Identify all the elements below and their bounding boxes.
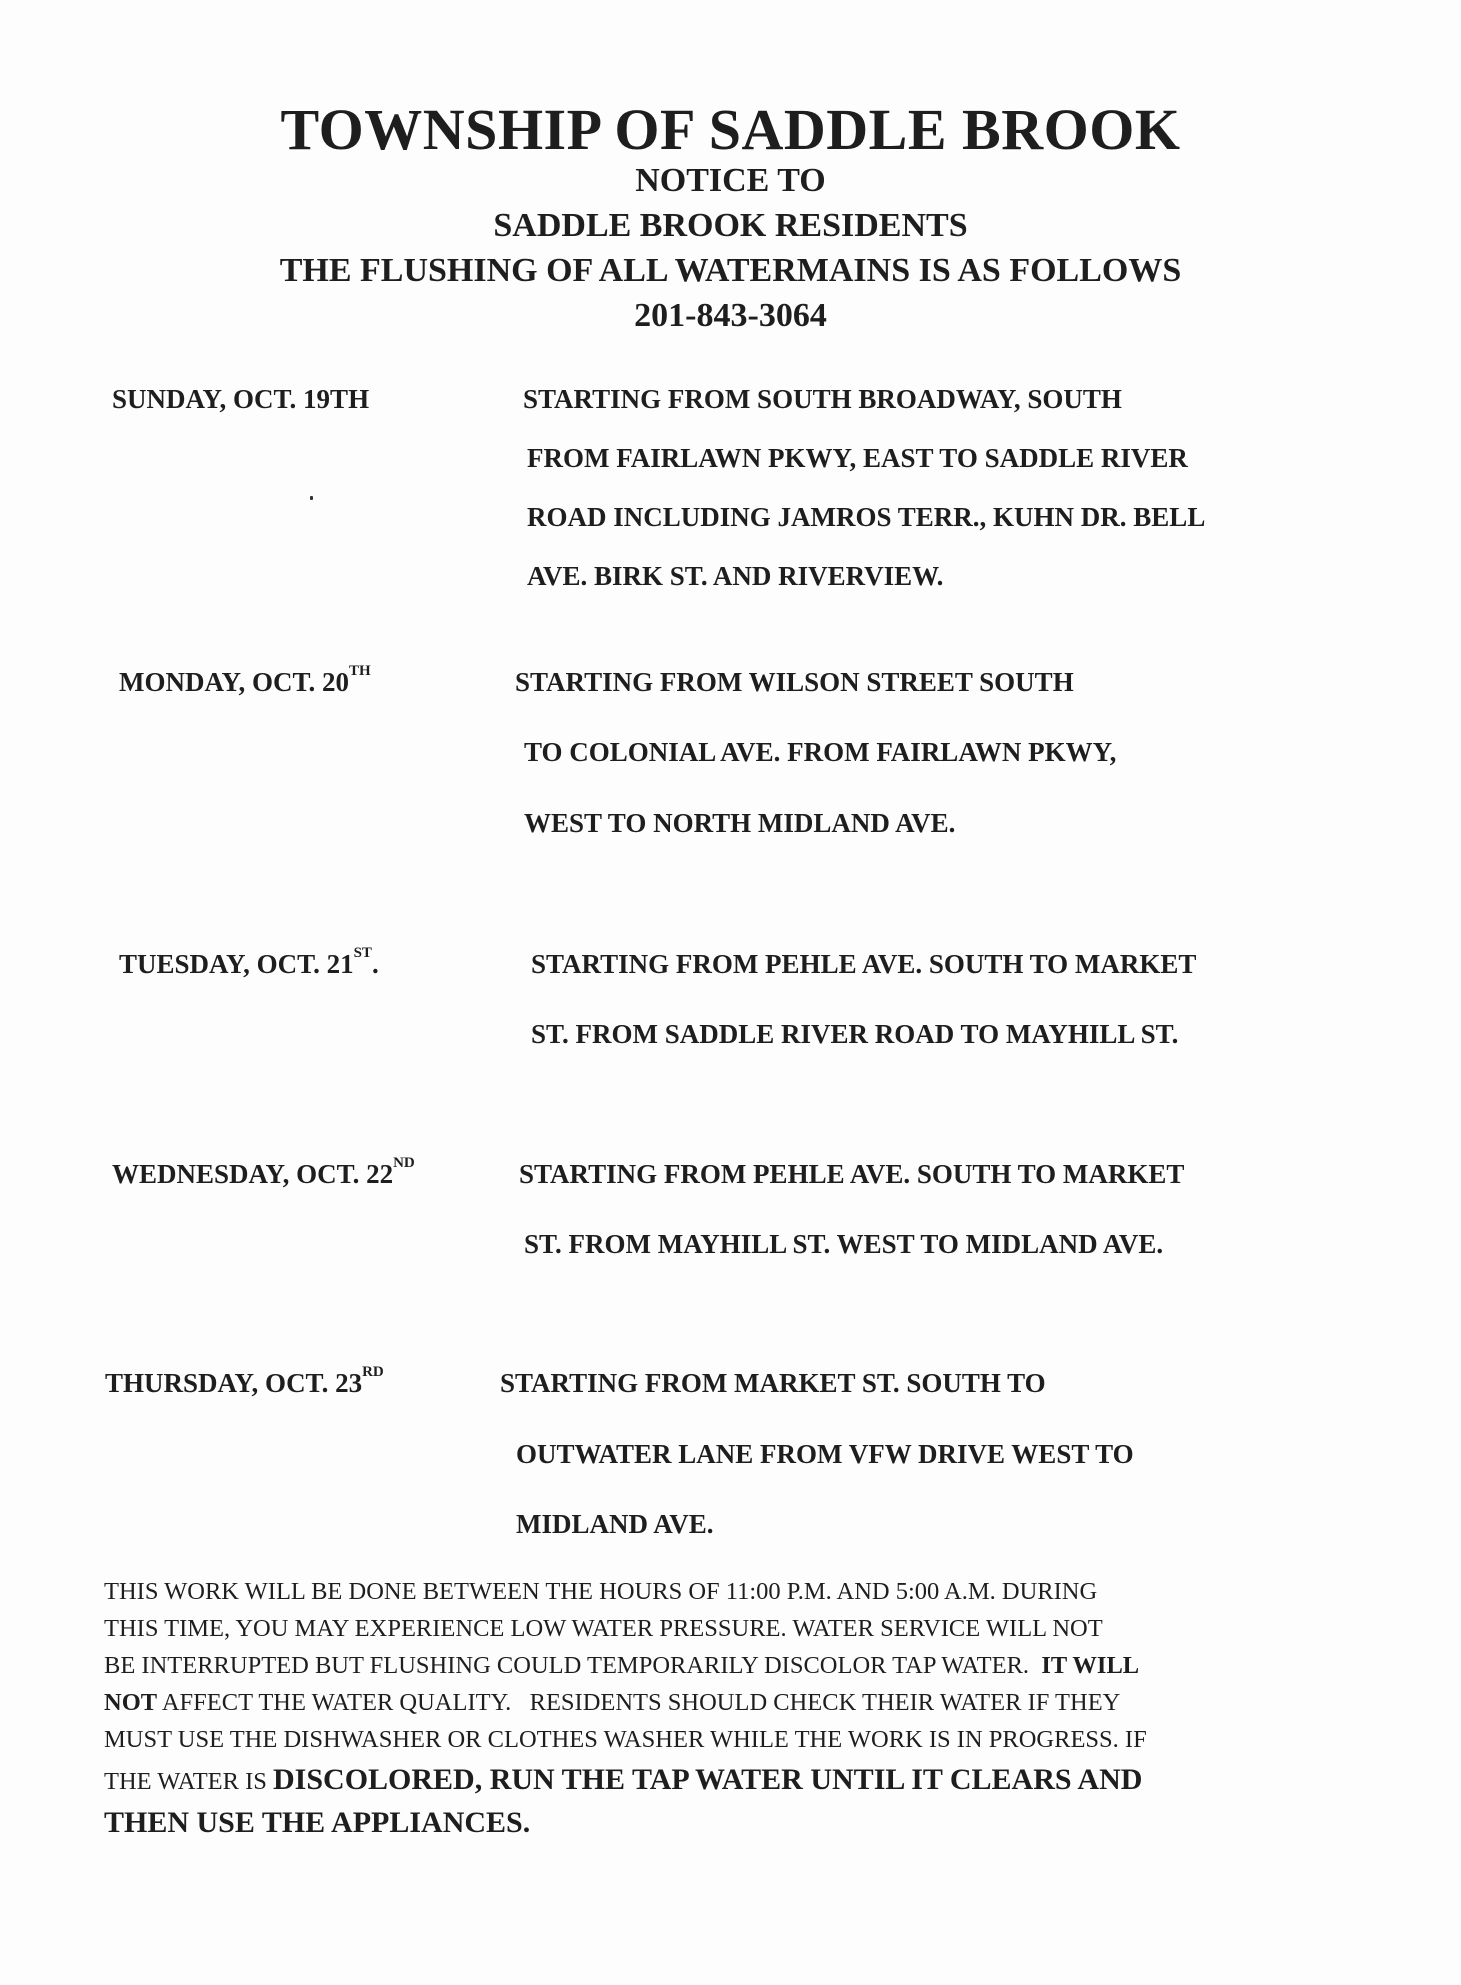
schedule-location-line: AVE. BIRK ST. AND RIVERVIEW. bbox=[527, 561, 944, 591]
flushing-heading: THE FLUSHING OF ALL WATERMAINS IS AS FOLLOWS bbox=[279, 252, 1182, 289]
schedule-day bbox=[105, 1364, 384, 1399]
schedule-day bbox=[119, 663, 371, 698]
day-label: SUNDAY, OCT. 19TH bbox=[112, 384, 370, 414]
notice-emphasis: NOT bbox=[104, 1689, 158, 1716]
schedule-day bbox=[119, 945, 379, 980]
schedule-location-line: STARTING FROM PEHLE AVE. SOUTH TO MARKET bbox=[531, 949, 1197, 979]
schedule-location-line: OUTWATER LANE FROM VFW DRIVE WEST TO bbox=[516, 1439, 1134, 1469]
schedule-location-line: STARTING FROM MARKET ST. SOUTH TO bbox=[500, 1368, 1046, 1398]
day-ordinal: RD bbox=[362, 1364, 384, 1380]
residents-heading: SADDLE BROOK RESIDENTS bbox=[493, 207, 968, 244]
day-label: TUESDAY, OCT. 21 bbox=[119, 949, 354, 979]
day-ordinal: ND bbox=[393, 1155, 415, 1171]
notice-text: BE INTERRUPTED BUT FLUSHING COULD TEMPORARILY DISCOLOR TAP WATER. bbox=[104, 1652, 1042, 1679]
schedule-location-line: MIDLAND AVE. bbox=[516, 1509, 714, 1539]
schedule-location-line: ST. FROM MAYHILL ST. WEST TO MIDLAND AVE. bbox=[524, 1229, 1164, 1259]
schedule-location-line: TO COLONIAL AVE. FROM FAIRLAWN PKWY, bbox=[524, 737, 1117, 767]
notice-line bbox=[104, 1763, 1142, 1797]
phone-number: 201-843-3064 bbox=[634, 297, 827, 334]
notice-to-heading: NOTICE TO bbox=[635, 162, 826, 199]
document-title: TOWNSHIP OF SADDLE BROOK bbox=[280, 97, 1181, 162]
day-ordinal: ST bbox=[353, 945, 372, 961]
day-label: MONDAY, OCT. 20 bbox=[119, 667, 350, 697]
notice-line: THEN USE THE APPLIANCES. bbox=[104, 1806, 531, 1839]
notice-line: THIS TIME, YOU MAY EXPERIENCE LOW WATER PRESSURE. WATER SERVICE WILL NOT bbox=[104, 1615, 1103, 1642]
notice-line bbox=[104, 1652, 1139, 1680]
schedule-location-line: STARTING FROM WILSON STREET SOUTH bbox=[515, 667, 1074, 697]
schedule-location-line: ST. FROM SADDLE RIVER ROAD TO MAYHILL ST. bbox=[531, 1019, 1179, 1049]
schedule-location-line: STARTING FROM SOUTH BROADWAY, SOUTH bbox=[523, 384, 1122, 414]
schedule-location-line: FROM FAIRLAWN PKWY, EAST TO SADDLE RIVER bbox=[527, 443, 1188, 473]
scan-speck bbox=[310, 496, 313, 500]
day-label: THURSDAY, OCT. 23 bbox=[105, 1368, 363, 1398]
day-ordinal: TH bbox=[349, 663, 371, 679]
schedule-location-line: WEST TO NORTH MIDLAND AVE. bbox=[524, 808, 956, 838]
schedule-location-line: STARTING FROM PEHLE AVE. SOUTH TO MARKET bbox=[519, 1159, 1185, 1189]
notice-text: THE WATER IS bbox=[104, 1768, 273, 1795]
notice-text: AFFECT THE WATER QUALITY. RESIDENTS SHOULD CHECK THEIR WATER IF THEY bbox=[157, 1689, 1121, 1716]
schedule-location-line: ROAD INCLUDING JAMROS TERR., KUHN DR. BELL bbox=[527, 502, 1206, 532]
notice-line: MUST USE THE DISHWASHER OR CLOTHES WASHER WHILE THE WORK IS IN PROGRESS. IF bbox=[104, 1726, 1147, 1753]
notice-line bbox=[104, 1689, 1120, 1717]
notice-emphasis: IT WILL bbox=[1041, 1652, 1140, 1679]
schedule-day bbox=[112, 384, 369, 415]
day-label: WEDNESDAY, OCT. 22 bbox=[112, 1159, 394, 1189]
day-suffix: . bbox=[371, 949, 379, 979]
notice-line: THIS WORK WILL BE DONE BETWEEN THE HOURS OF 11:00 P.M. AND 5:00 A.M. DURING bbox=[104, 1578, 1098, 1605]
notice-emphasis: DISCOLORED, RUN THE TAP WATER UNTIL IT CLEARS AND bbox=[273, 1763, 1143, 1796]
schedule-day bbox=[112, 1155, 415, 1190]
